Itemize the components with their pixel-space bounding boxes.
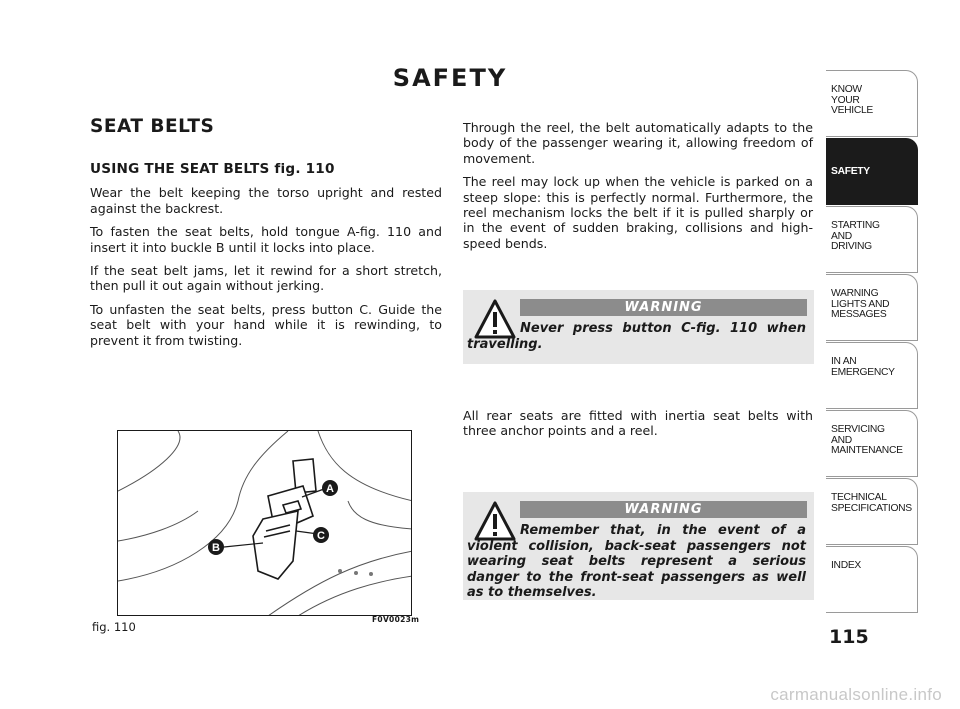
tab-safety[interactable]	[826, 138, 918, 205]
tab-emergency[interactable]	[826, 342, 918, 409]
paragraph: To fasten the seat belts, hold tongue A-fig. 110 and insert it into buckle B until it locks into place.	[90, 224, 442, 255]
page-number: 115	[829, 626, 869, 648]
callout-b	[208, 539, 224, 555]
tab-label: WARNING LIGHTS AND MESSAGES	[831, 288, 890, 321]
tab-servicing[interactable]	[826, 410, 918, 477]
tab-technical-specifications[interactable]	[826, 478, 918, 545]
left-column	[90, 162, 442, 356]
tab-label: IN AN EMERGENCY	[831, 356, 895, 378]
callout-c	[313, 527, 329, 543]
paragraph: The reel may lock up when the vehicle is parked on a steep slope: this is perfectly normal. Furthermore, the reel mechanism locks the belt if it is pulled sharply or in the event of sudden braking, collisions and high-speed bends.	[463, 174, 813, 251]
tab-warning-lights[interactable]	[826, 274, 918, 341]
right-column	[463, 120, 813, 259]
figure-code: F0V0023m	[372, 615, 420, 624]
callout-b-label: B	[212, 542, 220, 554]
paragraph: Through the reel, the belt automatically adapts to the body of the passenger wearing it, allowing freedom of movement.	[463, 120, 813, 166]
watermark: carmanualsonline.info	[770, 685, 942, 704]
page-title: SAFETY	[392, 64, 508, 92]
callout-a-label: A	[326, 483, 334, 495]
tab-label: SAFETY	[831, 166, 870, 177]
tab-label: STARTING AND DRIVING	[831, 220, 880, 253]
paragraph: All rear seats are fitted with inertia seat belts with three anchor points and a reel.	[463, 408, 813, 439]
warning-text: Never press button C-fig. 110 when travelling.	[467, 321, 806, 352]
subsection-heading: USING THE SEAT BELTS fig. 110	[90, 161, 335, 177]
chapter-tabs	[826, 70, 918, 614]
paragraph: If the seat belt jams, let it rewind for a short stretch, then pull it out again without jerking.	[90, 263, 442, 294]
warning-box	[463, 290, 814, 364]
tab-label: KNOW YOUR VEHICLE	[831, 84, 873, 117]
callout-a	[322, 480, 338, 496]
warning-box	[463, 492, 814, 600]
tab-know-your-vehicle[interactable]	[826, 70, 918, 137]
tab-label: TECHNICAL SPECIFICATIONS	[831, 492, 912, 514]
tab-index[interactable]	[826, 546, 918, 613]
tab-starting-and-driving[interactable]	[826, 206, 918, 273]
tab-label: INDEX	[831, 560, 861, 571]
paragraph: Wear the belt keeping the torso upright and rested against the backrest.	[90, 185, 442, 216]
warning-text: Remember that, in the event of a violent collision, back-seat passengers not wearing seat belts represent a serious danger to the front-seat passengers as well as to themselves.	[467, 523, 806, 600]
paragraph: To unfasten the seat belts, press button C. Guide the seat belt with your hand while it is rewinding, to prevent it from twisting.	[90, 301, 442, 348]
seat-belt-illustration	[118, 431, 412, 616]
warning-label: WARNING	[520, 501, 807, 518]
callout-c-label: C	[317, 530, 325, 542]
tab-label: SERVICING AND MAINTENANCE	[831, 424, 903, 457]
right-column-lower	[463, 408, 813, 447]
warning-label: WARNING	[520, 299, 807, 316]
section-title: SEAT BELTS	[90, 116, 215, 137]
seat-belt-figure	[117, 430, 412, 616]
figure-label: fig. 110	[92, 620, 136, 634]
